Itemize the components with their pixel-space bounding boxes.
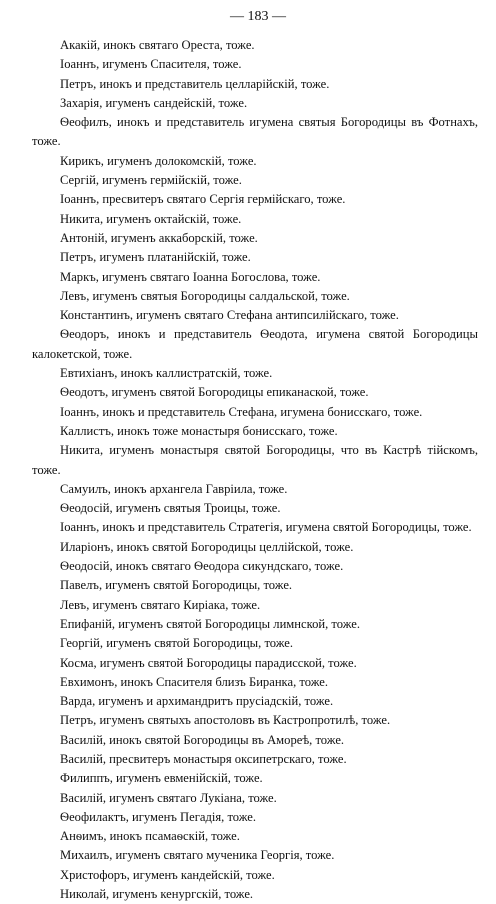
list-item: Константинъ, игуменъ святаго Стефана антипсилійскаго, тоже. bbox=[60, 308, 399, 323]
list-item: Іоаннъ, пресвитеръ святаго Сергія гермійскаго, тоже. bbox=[60, 192, 346, 207]
list-item: Епифаній, игуменъ святой Богородицы лимнской, тоже. bbox=[60, 616, 361, 631]
list-item: Михаилъ, игуменъ святаго мученика Георгія, тоже. bbox=[60, 848, 335, 863]
list-item: Никита, игуменъ монастыря святой Богородицы, что въ Кастрѣ тійскомъ, тоже. bbox=[32, 443, 478, 477]
list-item: Ѳеофилактъ, игуменъ Пегадія, тоже. bbox=[60, 809, 257, 824]
list-item: Евхимонъ, инокъ Спасителя близъ Биранка, тоже. bbox=[60, 674, 328, 689]
page-number: — 183 — bbox=[230, 9, 286, 24]
list-item: Варда, игуменъ и архимандритъ прусіадскій, тоже. bbox=[60, 694, 334, 709]
list-item: Сергій, игуменъ гермійскій, тоже. bbox=[60, 173, 242, 188]
list-item: Антоній, игуменъ аккаборскій, тоже. bbox=[60, 230, 258, 245]
list-item: Евтихіанъ, инокъ каллистратскій, тоже. bbox=[60, 366, 273, 381]
list-item: Ѳеодосій, игуменъ святыя Троицы, тоже. bbox=[60, 501, 281, 516]
list-item: Акакій, инокъ святаго Ореста, тоже. bbox=[60, 38, 255, 52]
list-item: Петръ, инокъ и представитель целларійскій, тоже. bbox=[60, 76, 330, 91]
list-item: Кирикъ, игуменъ долокомскій, тоже. bbox=[60, 153, 257, 168]
list-item: Захарія, игуменъ сандейскій, тоже. bbox=[60, 95, 248, 110]
list-item: Петръ, игуменъ платанійскій, тоже. bbox=[60, 250, 251, 265]
list-item: Христофоръ, игуменъ кандейскій, тоже. bbox=[60, 867, 275, 882]
list-item: Іоаннъ, инокъ и представитель Стратегія, игумена святой Богородицы, тоже. bbox=[60, 520, 472, 535]
list-item: Петръ, игуменъ святыхъ апостоловъ въ Кастропротилѣ, тоже. bbox=[60, 713, 391, 728]
list-item: Каллистъ, инокъ тоже монастыря бонисскаго, тоже. bbox=[60, 423, 338, 438]
list-item: Ѳеофилъ, инокъ и представитель игумена святыя Богородицы въ Фотнахъ, тоже. bbox=[32, 115, 478, 149]
list-item: Левъ, игуменъ святыя Богородицы салдальской, тоже. bbox=[60, 288, 350, 303]
list-item: Ѳеодоръ, инокъ и представитель Ѳеодота, игумена святой Богородицы калокетской, тоже. bbox=[32, 327, 478, 361]
list-item: Самуилъ, инокъ архангела Гавріила, тоже. bbox=[60, 481, 288, 496]
list-item: Василій, инокъ святой Богородицы въ Амореѣ, тоже. bbox=[60, 732, 345, 747]
list-item: Іоаннъ, игуменъ Спасителя, тоже. bbox=[60, 57, 242, 72]
list-item: Филиппъ, игуменъ евменійскій, тоже. bbox=[60, 771, 263, 786]
list-item: Иларіонъ, инокъ святой Богородицы целлійской, тоже. bbox=[60, 539, 354, 554]
list-item: Косма, игуменъ святой Богородицы парадисской, тоже. bbox=[60, 655, 357, 670]
list-item: Анѳимъ, инокъ псамаѳскій, тоже. bbox=[60, 829, 240, 844]
list-item: Никита, игуменъ октайскій, тоже. bbox=[60, 211, 242, 226]
list-item: Левъ, игуменъ святаго Киріака, тоже. bbox=[60, 597, 261, 612]
list-item: Георгій, игуменъ святой Богородицы, тоже. bbox=[60, 636, 294, 651]
list-item: Ѳеодотъ, игуменъ святой Богородицы епиканаской, тоже. bbox=[60, 385, 369, 400]
list-item: Василій, игуменъ святаго Лукіана, тоже. bbox=[60, 790, 277, 805]
list-item: Николай, игуменъ кенургскій, тоже. bbox=[60, 887, 254, 902]
entry-list bbox=[32, 36, 478, 904]
list-item: Маркъ, игуменъ святаго Іоанна Богослова, тоже. bbox=[60, 269, 321, 284]
list-item: Іоаннъ, инокъ и представитель Стефана, игумена бонисскаго, тоже. bbox=[60, 404, 423, 419]
list-item: Павелъ, игуменъ святой Богородицы, тоже. bbox=[60, 578, 293, 593]
list-item: Ѳеодосій, инокъ святаго Ѳеодора сикундскаго, тоже. bbox=[60, 559, 344, 574]
list-item: Василій, пресвитеръ монастыря оксипетрскаго, тоже. bbox=[60, 751, 347, 766]
